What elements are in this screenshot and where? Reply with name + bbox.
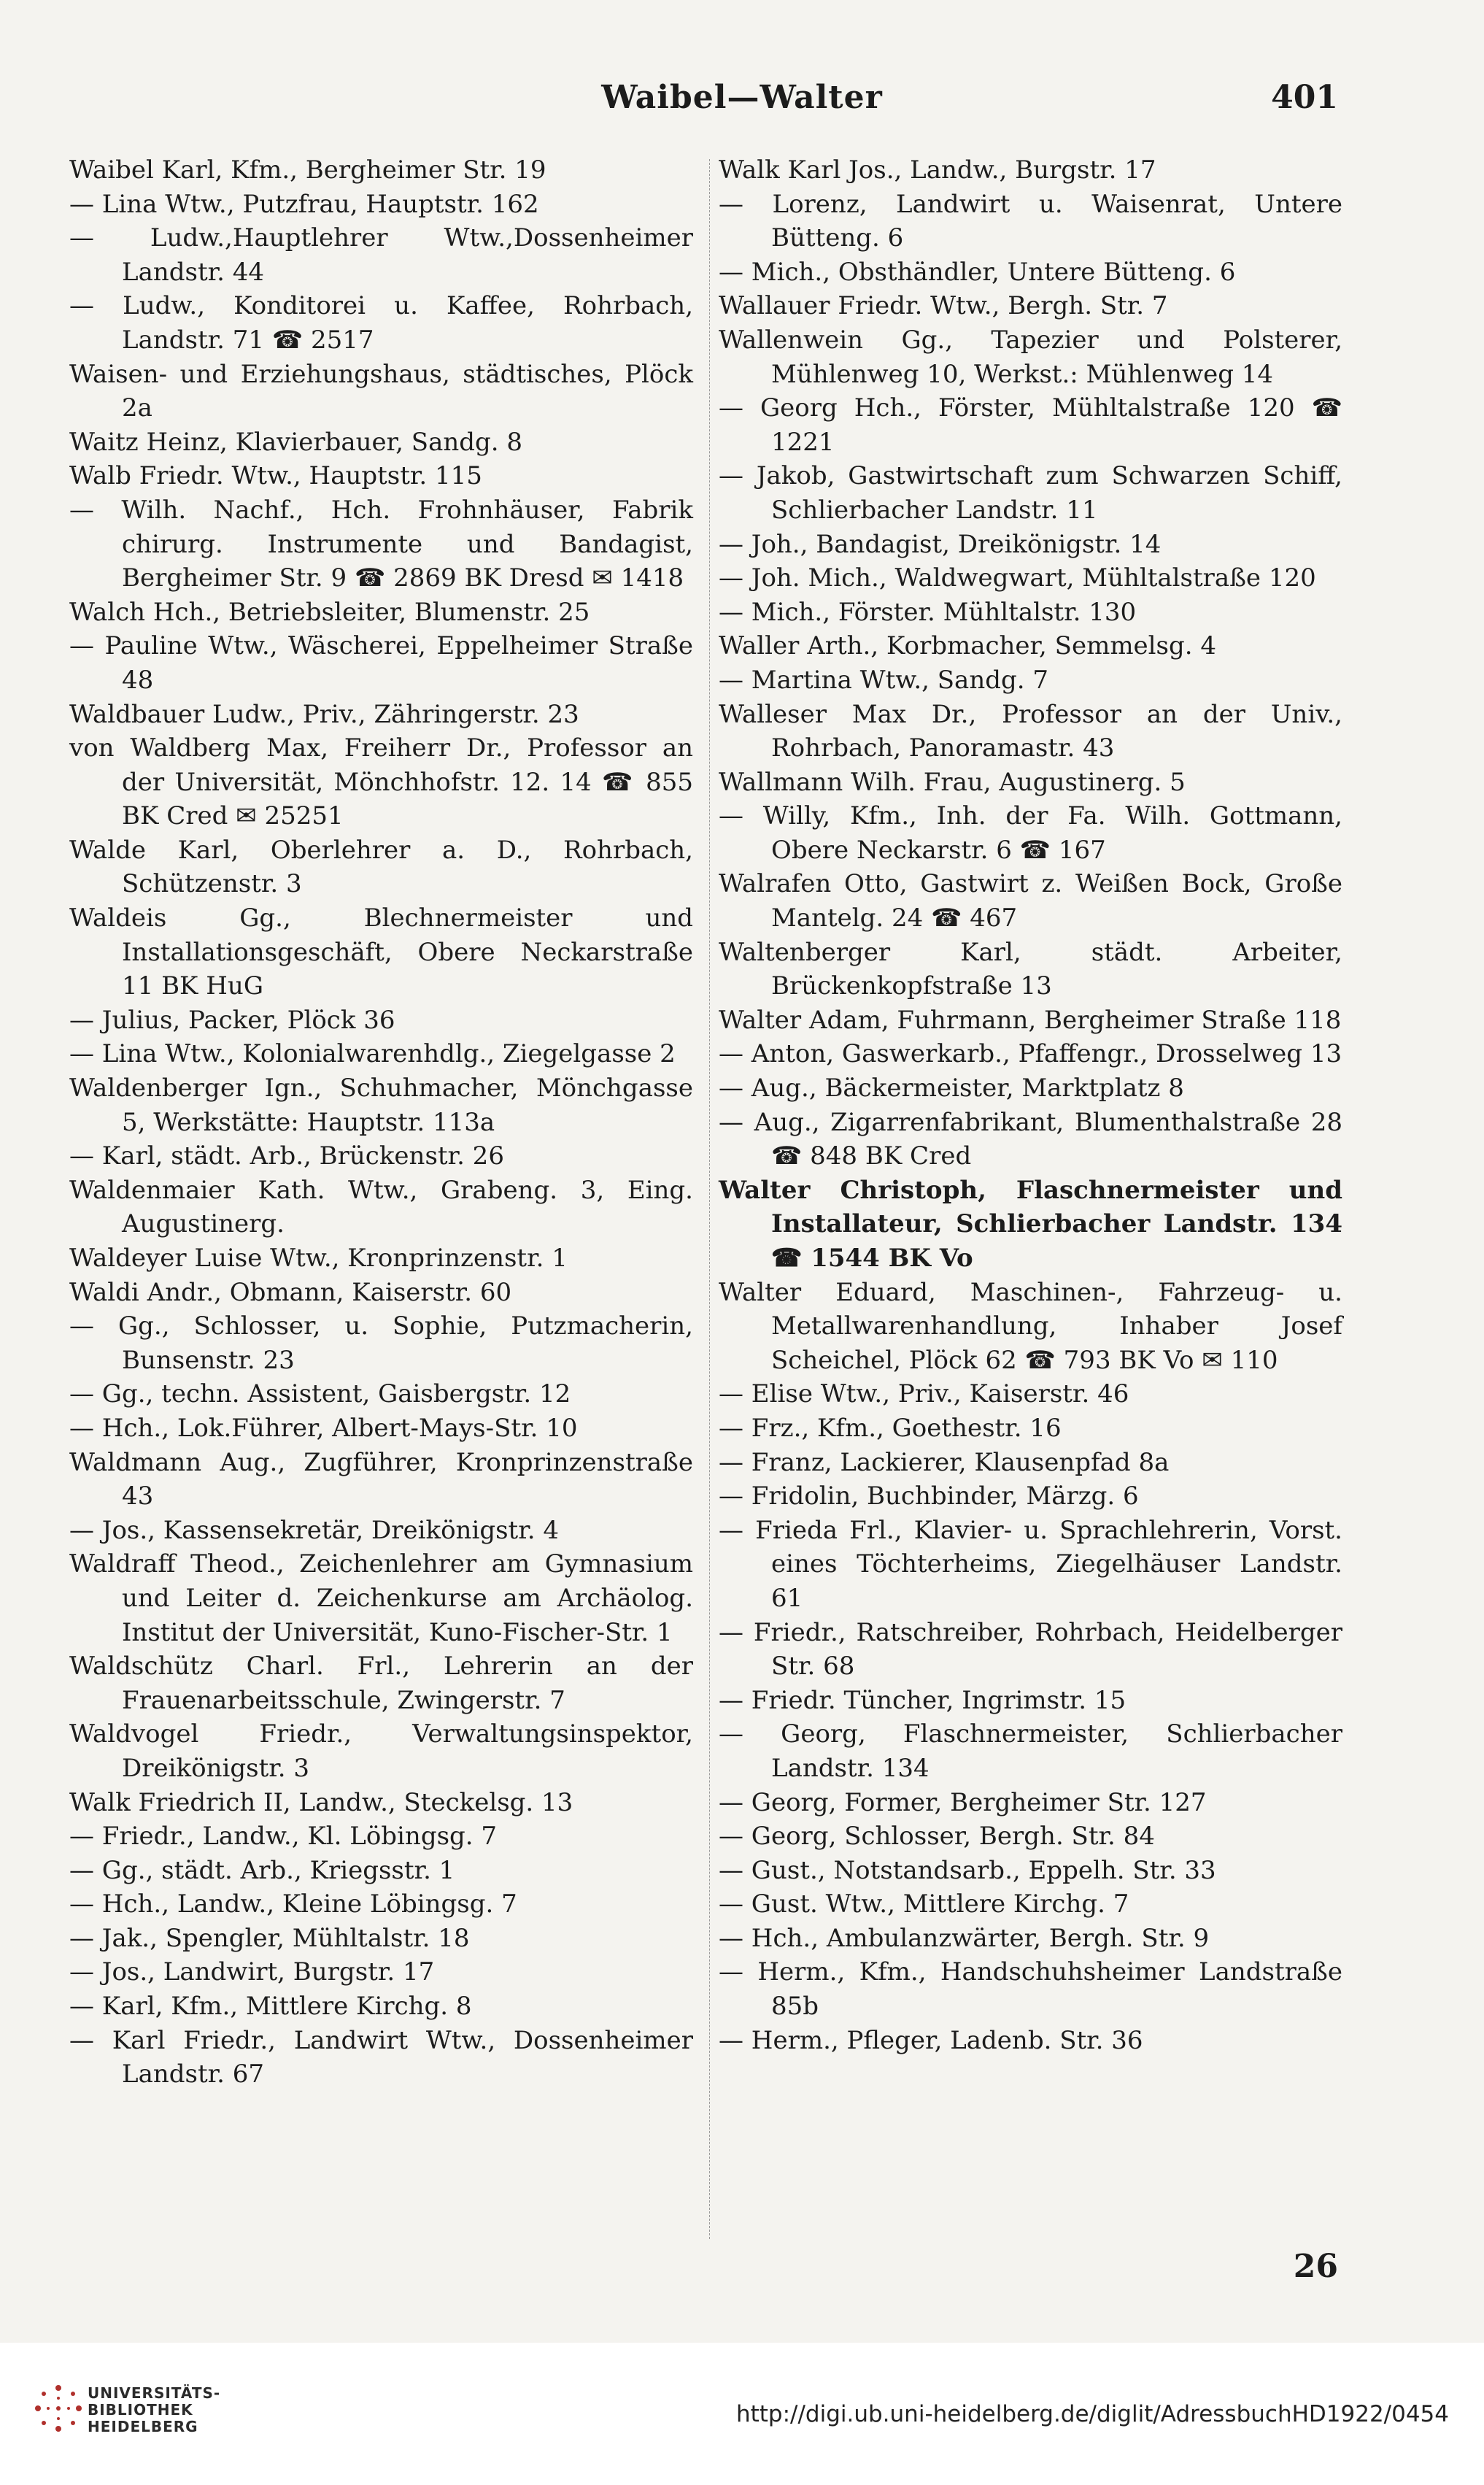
directory-entry: — Hch., Ambulanzwärter, Bergh. Str. 9: [719, 1923, 1210, 1953]
directory-entry: — Hch., Landw., Kleine Löbingsg. 7: [69, 1889, 517, 1919]
directory-entry: Wallenwein Gg., Tapezier und Polsterer, Mühlenweg 10, Werkst.: Mühlenweg 14: [719, 325, 1342, 389]
directory-entry: Walde Karl, Oberlehrer a. D., Rohrbach, Schützenstr. 3: [69, 835, 693, 899]
directory-entry: Waldschütz Charl. Frl., Lehrerin an der Frauenarbeitsschule, Zwingerstr. 7: [69, 1652, 693, 1715]
directory-entry: Waldmann Aug., Zugführer, Kronprinzenstraße 43: [69, 1447, 693, 1511]
directory-entry: Walter Adam, Fuhrmann, Bergheimer Straße 118: [719, 1005, 1342, 1035]
directory-entry: Waldi Andr., Obmann, Kaiserstr. 60: [69, 1277, 512, 1307]
footer-bar: [0, 2343, 1484, 2485]
left-column: [69, 153, 693, 2092]
directory-entry: — Gust. Wtw., Mittlere Kirchg. 7: [719, 1889, 1129, 1919]
directory-entry: — Aug., Zigarrenfabrikant, Blumenthalstraße 28 ☎ 848 BK Cred: [719, 1107, 1342, 1171]
directory-entry: — Aug., Bäckermeister, Marktplatz 8: [719, 1074, 1184, 1103]
directory-entry: — Herm., Pfleger, Ladenb. Str. 36: [719, 2025, 1143, 2055]
directory-entry: — Frz., Kfm., Goethestr. 16: [719, 1413, 1062, 1443]
directory-entry: Walter Christoph, Flaschnermeister und Installateur, Schlierbacher Landstr. 134 ☎ 1544 BK Vo: [719, 1175, 1342, 1273]
directory-columns: [69, 153, 1342, 2241]
directory-entry: — Friedr. Tüncher, Ingrimstr. 15: [719, 1685, 1126, 1715]
directory-entry: Walch Hch., Betriebsleiter, Blumenstr. 25: [69, 597, 590, 627]
directory-entry: Waisen- und Erziehungshaus, städtisches, Plöck 2a: [69, 359, 693, 423]
directory-entry: — Karl, Kfm., Mittlere Kirchg. 8: [69, 1992, 472, 2022]
directory-entry: — Wilh. Nachf., Hch. Frohnhäuser, Fabrik chirurg. Instrumente und Bandagist, Bergheimer Str. 9 ☎ 2869 BK Dresd ✉ 1418: [69, 495, 693, 593]
directory-entry: Walleser Max Dr., Professor an der Univ., Rohrbach, Panoramastr. 43: [719, 699, 1342, 763]
directory-entry: Waldbauer Ludw., Priv., Zähringerstr. 23: [69, 699, 579, 729]
directory-entry: — Jak., Spengler, Mühltalstr. 18: [69, 1923, 470, 1953]
directory-entry: Walter Eduard, Maschinen-, Fahrzeug- u. Metallwarenhandlung, Inhaber Josef Scheichel, Plöck 62 ☎ 793 BK Vo ✉ 110: [719, 1277, 1342, 1375]
directory-entry: Walk Karl Jos., Landw., Burgstr. 17: [719, 155, 1156, 185]
directory-entry: — Lina Wtw., Kolonialwarenhdlg., Ziegelgasse 2: [69, 1039, 676, 1069]
directory-entry: — Friedr., Landw., Kl. Löbingsg. 7: [69, 1822, 498, 1852]
directory-entry: von Waldberg Max, Freiherr Dr., Professor an der Universität, Mönchhofstr. 12. 14 ☎ 855 BK Cred ✉ 25251: [69, 733, 693, 831]
directory-entry: Waldraff Theod., Zeichenlehrer am Gymnasium und Leiter d. Zeichenkurse am Archäolog. Institut der Universität, Kuno-Fischer-Str. 1: [69, 1549, 693, 1647]
directory-entry: Walb Friedr. Wtw., Hauptstr. 115: [69, 461, 482, 491]
directory-entry: — Georg, Former, Bergheimer Str. 127: [719, 1787, 1207, 1817]
directory-entry: — Lina Wtw., Putzfrau, Hauptstr. 162: [69, 189, 539, 219]
directory-entry: — Frieda Frl., Klavier- u. Sprachlehrerin, Vorst. eines Töchterheims, Ziegelhäuser Landstr. 61: [719, 1515, 1342, 1613]
directory-entry: — Jakob, Gastwirtschaft zum Schwarzen Schiff, Schlierbacher Landstr. 11: [719, 461, 1342, 525]
directory-entry: — Ludw., Konditorei u. Kaffee, Rohrbach, Landstr. 71 ☎ 2517: [69, 291, 693, 355]
directory-entry: — Julius, Packer, Plöck 36: [69, 1005, 395, 1035]
page-title: Waibel—Walter: [601, 79, 883, 116]
library-name-line: UNIVERSITÄTS-: [88, 2384, 221, 2402]
directory-entry: — Herm., Kfm., Handschuhsheimer Landstraße 85b: [719, 1957, 1342, 2022]
right-column: [719, 153, 1342, 2057]
directory-entry: — Gg., techn. Assistent, Gaisbergstr. 12: [69, 1379, 571, 1409]
running-head: [0, 79, 1484, 123]
directory-entry: Waitz Heinz, Klavierbauer, Sandg. 8: [69, 427, 523, 457]
directory-entry: Waldenmaier Kath. Wtw., Grabeng. 3, Eing. Augustinerg.: [69, 1175, 693, 1239]
directory-entry: — Mich., Förster. Mühltalstr. 130: [719, 597, 1137, 627]
directory-entry: — Mich., Obsthändler, Untere Bütteng. 6: [719, 257, 1236, 287]
directory-entry: Waldenberger Ign., Schuhmacher, Mönchgasse 5, Werkstätte: Hauptstr. 113a: [69, 1074, 693, 1137]
directory-entry: — Jos., Kassensekretär, Dreikönigstr. 4: [69, 1515, 559, 1545]
page-number: 401: [1271, 79, 1338, 116]
directory-entry: — Gg., Schlosser, u. Sophie, Putzmacherin, Bunsenstr. 23: [69, 1311, 693, 1375]
directory-entry: — Lorenz, Landwirt u. Waisenrat, Untere Bütteng. 6: [719, 189, 1342, 253]
directory-entry: — Gust., Notstandsarb., Eppelh. Str. 33: [719, 1855, 1216, 1885]
directory-entry: — Gg., städt. Arb., Kriegsstr. 1: [69, 1855, 455, 1885]
directory-entry: Waller Arth., Korbmacher, Semmelsg. 4: [719, 631, 1217, 661]
directory-entry: — Karl Friedr., Landwirt Wtw., Dossenheimer Landstr. 67: [69, 2025, 693, 2089]
directory-entry: — Joh. Mich., Waldwegwart, Mühltalstraße 120: [719, 563, 1316, 593]
directory-entry: — Fridolin, Buchbinder, Märzg. 6: [719, 1482, 1139, 1511]
source-url[interactable]: http://digi.ub.uni-heidelberg.de/diglit/AdressbuchHD1922/0454: [735, 2401, 1449, 2427]
directory-entry: — Joh., Bandagist, Dreikönigstr. 14: [719, 529, 1162, 559]
library-name: [88, 2385, 220, 2435]
directory-entry: Waldvogel Friedr., Verwaltungsinspektor, Dreikönigstr. 3: [69, 1719, 693, 1783]
directory-entry: Wallauer Friedr. Wtw., Bergh. Str. 7: [719, 291, 1168, 321]
directory-entry: — Georg, Flaschnermeister, Schlierbacher Landstr. 134: [719, 1719, 1342, 1783]
directory-entry: Waltenberger Karl, städt. Arbeiter, Brückenkopfstraße 13: [719, 937, 1342, 1001]
directory-entry: — Franz, Lackierer, Klausenpfad 8a: [719, 1447, 1170, 1477]
directory-entry: Walk Friedrich II, Landw., Steckelsg. 13: [69, 1787, 573, 1817]
directory-entry: — Pauline Wtw., Wäscherei, Eppelheimer Straße 48: [69, 631, 693, 695]
library-name-line: BIBLIOTHEK: [88, 2401, 193, 2419]
directory-entry: — Martina Wtw., Sandg. 7: [719, 665, 1048, 695]
directory-entry: — Elise Wtw., Priv., Kaiserstr. 46: [719, 1379, 1129, 1409]
library-name-line: HEIDELBERG: [88, 2418, 198, 2435]
directory-entry: Waldeyer Luise Wtw., Kronprinzenstr. 1: [69, 1244, 568, 1273]
directory-entry: — Karl, städt. Arb., Brückenstr. 26: [69, 1141, 504, 1171]
directory-entry: — Georg, Schlosser, Bergh. Str. 84: [719, 1822, 1155, 1852]
sheet-signature: 26: [1293, 2248, 1338, 2285]
directory-entry: Wallmann Wilh. Frau, Augustinerg. 5: [719, 767, 1186, 797]
directory-entry: — Willy, Kfm., Inh. der Fa. Wilh. Gottmann, Obere Neckarstr. 6 ☎ 167: [719, 801, 1342, 865]
directory-entry: — Jos., Landwirt, Burgstr. 17: [69, 1957, 435, 1987]
directory-entry: Waibel Karl, Kfm., Bergheimer Str. 19: [69, 155, 546, 185]
directory-entry: Walrafen Otto, Gastwirt z. Weißen Bock, Große Mantelg. 24 ☎ 467: [719, 869, 1342, 933]
directory-entry: — Friedr., Ratschreiber, Rohrbach, Heidelberger Str. 68: [719, 1617, 1342, 1681]
directory-entry: — Georg Hch., Förster, Mühltalstraße 120 ☎ 1221: [719, 393, 1342, 457]
library-seal-icon: [29, 2379, 88, 2438]
directory-entry: — Anton, Gaswerkarb., Pfaffengr., Drosselweg 13: [719, 1039, 1342, 1069]
directory-entry: — Hch., Lok.Führer, Albert-Mays-Str. 10: [69, 1413, 578, 1443]
directory-entry: — Ludw.,Hauptlehrer Wtw.,Dossenheimer Landstr. 44: [69, 223, 693, 287]
directory-entry: Waldeis Gg., Blechnermeister und Installationsgeschäft, Obere Neckarstraße 11 BK HuG: [69, 904, 693, 1001]
